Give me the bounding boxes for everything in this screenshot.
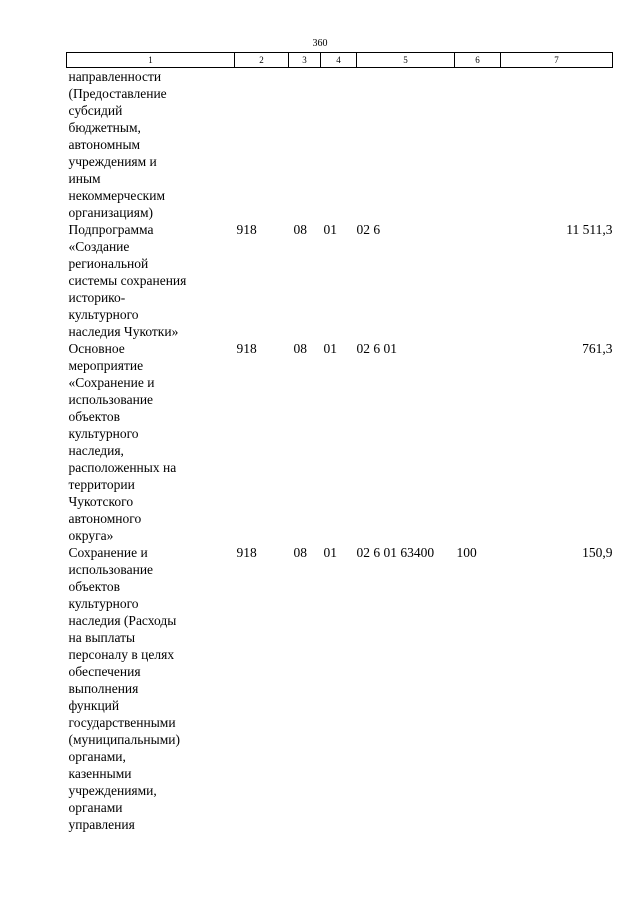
table-row bbox=[67, 68, 613, 222]
column-header-1: 1 bbox=[67, 53, 235, 68]
row-target-article-cell: 02 6 01 bbox=[356, 341, 397, 356]
row-expense-type-cell bbox=[455, 340, 501, 544]
column-header-6: 6 bbox=[455, 53, 501, 68]
row-name-text: направленности (Предоставление субсидий бюджетным, автономным учреждениям и иным некоммерческим организациям) bbox=[68, 69, 167, 220]
row-section-cell: 08 bbox=[293, 222, 307, 237]
row-section-cell: 08 bbox=[293, 545, 307, 560]
table-row bbox=[67, 340, 613, 544]
column-header-3: 3 bbox=[289, 53, 321, 68]
column-header-4: 4 bbox=[321, 53, 357, 68]
row-name-text: Основное мероприятие «Сохранение и использование объектов культурного наследия, расположенных на территории Чукотского автономного округа» bbox=[68, 341, 177, 543]
row-section-cell: 08 bbox=[293, 341, 307, 356]
row-code-cell: 918 bbox=[236, 341, 257, 356]
row-amount-cell: 761,3 bbox=[582, 341, 613, 356]
row-name-text: Сохранение и использование объектов культурного наследия (Расходы на выплаты персоналу в целях обеспечения выполнения функций государственными (муниципальными) органами, казенными учреждениями, органами управления bbox=[68, 545, 180, 832]
table-row bbox=[67, 221, 613, 340]
row-target-article-cell bbox=[357, 68, 455, 222]
row-expense-type-cell: 100 bbox=[456, 545, 477, 560]
row-amount-cell: 11 511,3 bbox=[566, 222, 613, 237]
column-header-5: 5 bbox=[357, 53, 455, 68]
row-subsection-cell: 01 bbox=[323, 222, 337, 237]
row-subsection-cell: 01 bbox=[323, 545, 337, 560]
row-expense-type-cell bbox=[455, 68, 501, 222]
column-header-7: 7 bbox=[501, 53, 613, 68]
column-header-row bbox=[67, 53, 613, 68]
page-number: 360 bbox=[312, 38, 328, 49]
row-code-cell: 918 bbox=[236, 222, 257, 237]
row-expense-type-cell bbox=[455, 221, 501, 340]
row-name-text: Подпрограмма «Создание региональной системы сохранения историко- культурного наследия Чукотки» bbox=[68, 222, 187, 339]
row-name-cell bbox=[67, 221, 235, 340]
budget-table bbox=[66, 52, 613, 833]
table-row bbox=[67, 544, 613, 833]
row-code-cell bbox=[235, 68, 289, 222]
column-header-2: 2 bbox=[235, 53, 289, 68]
row-amount-cell bbox=[501, 68, 613, 222]
row-target-article-cell: 02 6 bbox=[356, 222, 381, 237]
row-name-cell bbox=[67, 544, 235, 833]
row-code-cell: 918 bbox=[236, 545, 257, 560]
row-name-cell bbox=[67, 340, 235, 544]
row-name-cell bbox=[67, 68, 235, 222]
row-subsection-cell: 01 bbox=[323, 341, 337, 356]
row-subsection-cell bbox=[321, 68, 357, 222]
row-amount-cell: 150,9 bbox=[582, 545, 613, 560]
row-section-cell bbox=[289, 68, 321, 222]
row-target-article-cell: 02 6 01 63400 bbox=[356, 545, 435, 560]
